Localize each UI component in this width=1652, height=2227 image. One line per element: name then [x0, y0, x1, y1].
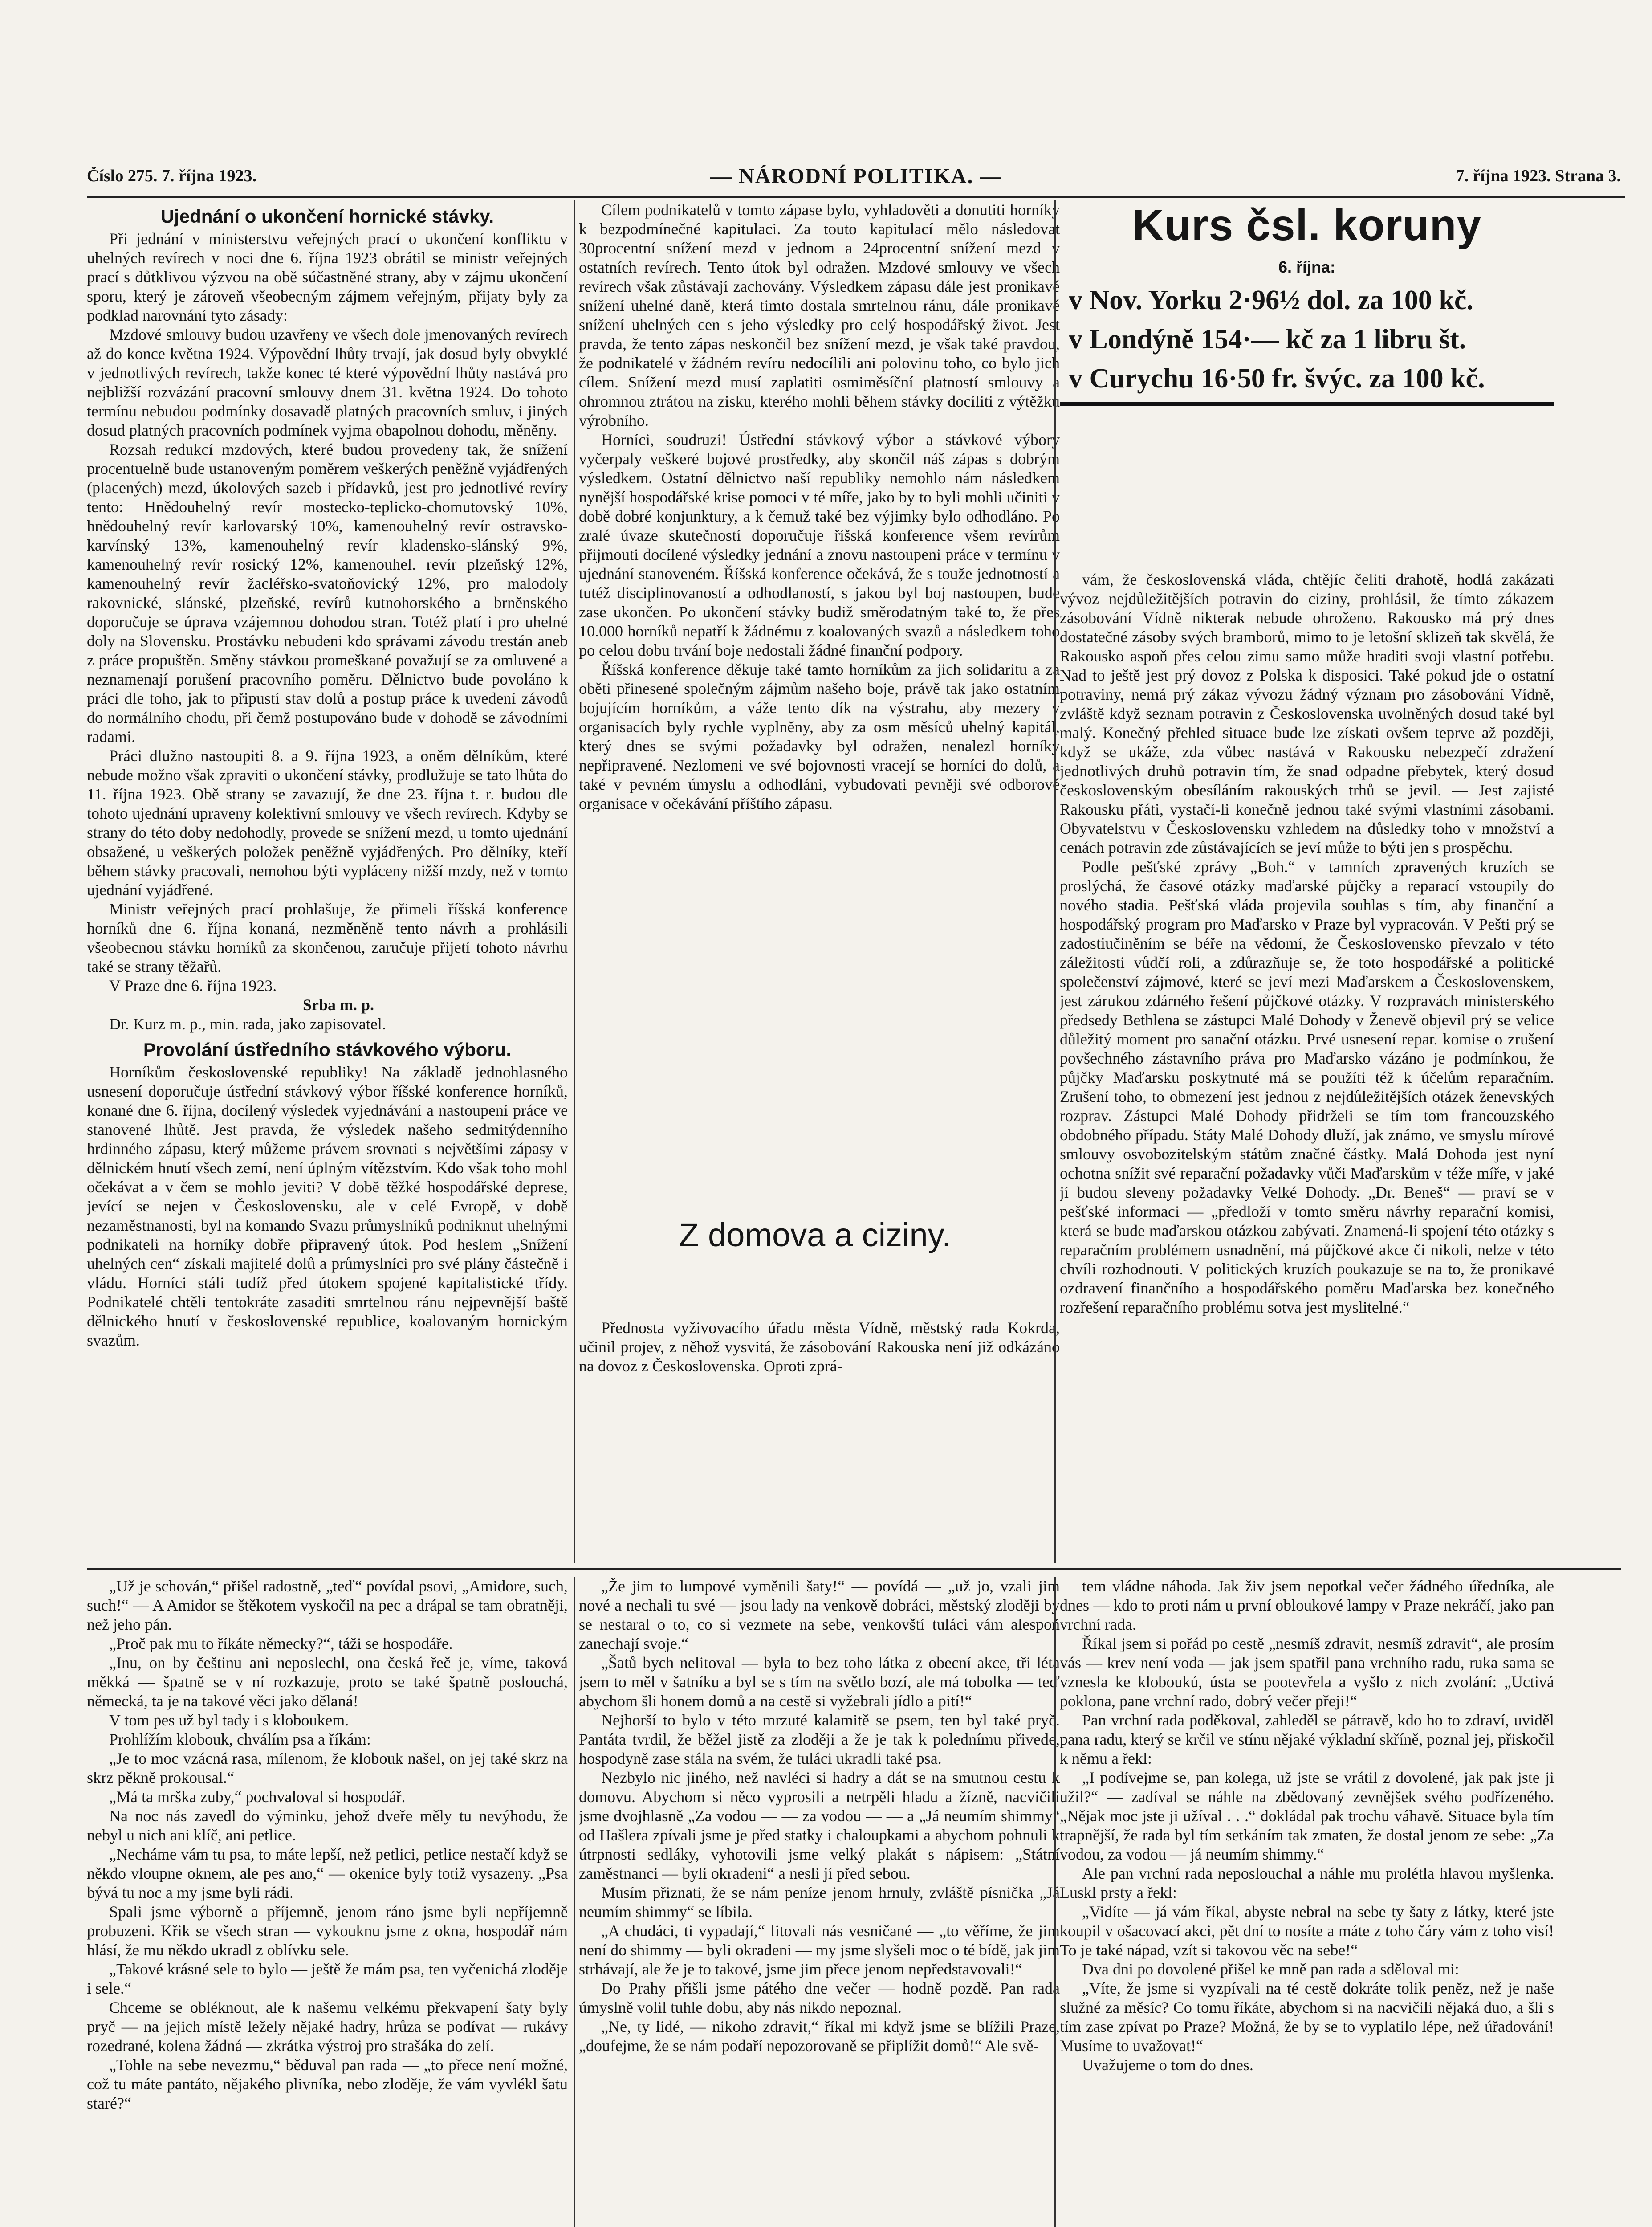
- article-paragraph: Přednosta vyživovacího úřadu města Vídně, městský rada Kokrda, učinil projev, z něhož vysvitá, že zásobování Rakouska není již odkázáno na dovoz z Československa. Oproti zprá-: [579, 1319, 1060, 1375]
- column-3: [1060, 570, 1554, 1608]
- feuilleton-paragraph: Uvažujeme o tom do dnes.: [1082, 2056, 1253, 2074]
- feuilleton-paragraph: Spali jsme výborně a příjemně, jenom ráno jsme byli nepříjemně probuzeni. Křik se všech stran — vykouknu jsme z okna, hospodář nám hlásí, že mu někdo ukradl z oblívku sele.: [87, 1903, 568, 1959]
- column-divider: [1054, 200, 1056, 1563]
- article-paragraph: Podle pešťské zprávy „Boh.“ v tamních zpravených kruzích se proslýchá, že časové otázky maďarské půjčky a reparací vstoupily do nového stadia. Pešťská vláda projevila souhlas s tím, aby finanční a hospodářský program pro Maďarsko v Praze byl vypracován. V Pešti prý se zadostiučiněním se béře na vědomí, že Československo převzalo v této záležitosti vůdčí roli, a zdůrazňuje se, že toto hospodářské a politické společenství zájmové, které se jeví mezi Maďarskem a Československem, jest zárukou zdárného řešení půjčkové otázky. V rozpravách ministerského předsedy Bethlena se zástupci Malé Dohody v Ženevě objevil prý se velice důležitý moment pro sanační otázku. Prvé usnesení repar. komise o zrušení povšechného zástavního práva pro Maďarsko vázáno je podmínkou, že půjčky Maďarsku poskytnuté má se použíti též k účelům reparačním. Zrušení toho, to obmezení jest jednou z nejdůležitějších otázek ženevských rozprav. Zástupci Malé Dohody přidrželi se tím tom francouzského obdobného případu. Státy Malé Dohody dluží, jak známo, ve smyslu mírové smlouvy osvobozitelským státům značné částky. Malá Dohoda jest nyní ochotna snížit své reparační požadavky vůči Maďarskům v téže míře, v jaké jí budou sleveny požadavky Velké Dohody. „Dr. Beneš“ — praví se v pešťské informaci — „předloží v tomto směru návrhy reparační komisi, která se bude maďarskou otázkou zabývati. Znamená-li spojení této otázky s reparačním problémem usnadnění, má půjčkové akce či nikoli, nelze v této chvíli rozhodnouti. V politických kruzích poukazuje se na to, že pronikavé ozdravení finančního a hospodářského poměru Maďarska bez konečného rozřešení reparačního problému sotva jest myslitelné.“: [1060, 858, 1554, 1316]
- article-dateline: V Praze dne 6. října 1923.: [109, 977, 277, 995]
- newspaper-title: — NÁRODNÍ POLITIKA. —: [710, 164, 1002, 188]
- feuilleton-paragraph: „Takové krásné sele to bylo — ještě že mám psa, ten vyčenichá zloděje i sele.“: [87, 1960, 568, 1997]
- article-paragraph: vám, že československá vláda, chtějíc čeliti drahotě, hodlá zakázati vývoz nejdůležitějších potravin do ciziny, prohlásil, že tímto zákazem zásobování Vídně nikterak nebude ohroženo. Rakousko má prý dnes dostatečné zásoby svých bramborů, mimo to je letošní sklizeň tak skvělá, že Rakousko aspoň přes celou zimu samo může hraditi svoji vlastní potřebu. Nad to ještě jest prý dovoz z Polska k disposici. Také pokud jde o ostatní potraviny, nemá prý zákaz vývozu žádný význam pro zásobování Vídně, zvláště když seznam potravin z Československa uvolněných dosud také byl malý. Konečný přehled situace bude lze získati ovšem teprve až později, když se ukáže, zda vůbec nastává v Rakousku nebezpečí zdražení jednotlivých druhů potravin tím, že snad odpadne přebytek, který dosud československým obesíláním rakouských trhů se jevil. — Jest zajisté Rakousku přáti, vystačí-li konečně jednou také svými vlastními zásobami. Obyvatelstvu v Československu vzhledem na důsledky toho v množství a cenách potravin zde zůstávajících se jeví může to býti jen s prospěchu.: [1060, 571, 1554, 857]
- column-divider: [574, 200, 575, 1563]
- currency-date: 6. října:: [1278, 258, 1336, 276]
- column-2-bottom: [579, 1318, 1060, 1559]
- currency-row: v Curychu 16·50 fr. švýc. za 100 kč.: [1069, 363, 1485, 394]
- issue-info: Číslo 275. 7. října 1923.: [87, 167, 257, 185]
- article-title-provolani: Provolání ústředního stávkového výboru.: [143, 1039, 512, 1060]
- feuilleton-rule: [87, 1568, 1621, 1570]
- column-divider: [1054, 1577, 1056, 2227]
- feuilleton-paragraph: Dva dni po dovolené přišel ke mně pan rada a sděloval mi:: [1082, 1960, 1459, 1978]
- article-signature: Dr. Kurz m. p., min. rada, jako zapisovatel.: [109, 1015, 386, 1033]
- feuilleton-paragraph: „Necháme vám tu psa, to máte lepší, než petlici, petlice nestačí když se někdo vloupne oknem, ale pes ano,“ — okenice byly totiž vysazeny. „Psa bývá tu noc a my jsme byli rádi.: [87, 1845, 568, 1901]
- feuilleton-paragraph: Chceme se obléknout, ale k našemu velkému překvapení šaty byly pryč — na jejich místě ležely nějaké hadry, hrůza se podívat — rukávy rozedrané, kolena žádná — zkrátka výstroj pro strašáka do zelí.: [87, 1999, 568, 2055]
- article-paragraph: Cílem podnikatelů v tomto zápase bylo, vyhladověti a donutiti horníky k bezpodmínečné kapitulaci. Za touto kapitulací mělo následovat 30procentní snížení mezd v jednom a 24procentní snížení mezd v ostatních revírech. Tento útok byl odražen. Mzdové smlouvy ve všech revírech však zůstávají zachovány. Výsledkem zápasu dále jest pronikavé snížení uhelné daně, která timto dostala smrtelnou ránu, dále pronikavé snížení uhelných cen s jeho výsledky pro celý hospodářský život. Jest pravda, že tento zápas neskončil bez snížení mezd, je však také pravdou, že podnikatelé v žádném revíru nedocílili ani polovinu toho, co bylo jich cílem. Snížení mezd musí zaplatiti osmiměsíční platností smlouvy a ohromnou ztrátou na zisku, kterého mohli během stávky docíliti z výtěžku výrobního.: [579, 201, 1060, 429]
- feuilleton-paragraph: „Proč pak mu to říkáte německy?“, táži se hospodáře.: [109, 1635, 453, 1652]
- article-paragraph: Ministr veřejných prací prohlašuje, že přimeli říšská konference horníků dne 6. října konaná, nezměněně tento návrh a prohlásili všeobecnou stávku horníků za skončenou, zaručuje přijetí tohoto návrhu také se strany těžařů.: [87, 900, 568, 975]
- feuilleton-paragraph: Prohlížím klobouk, chválím psa a říkám:: [109, 1730, 371, 1748]
- feuilleton-column-3: [1060, 1577, 1554, 2227]
- article-paragraph: Mzdové smlouvy budou uzavřeny ve všech dole jmenovaných revírech až do konce května 1924. Výpovědní lhůty trvají, jak dosud byly obvyklé v jednotlivých revírech, takže konec té které výpovědní lhůty nastává pro nejbližší rozvázání pracovní smlouvy dnem 31. května 1924. Do tohoto termínu nebudou podmínky dosavadě platných pracovních smluv, i jiných dosud platných pracovních podmínek vyjma obapolnou dohodu, měněny.: [87, 326, 568, 439]
- currency-box: [1060, 196, 1554, 566]
- feuilleton-paragraph: Do Prahy přišli jsme pátého dne večer — hodně pozdě. Pan rada úmyslně volil tuhle dobu, aby nás nikdo nepoznal.: [579, 1979, 1060, 2016]
- feuilleton-column-2: [579, 1577, 1060, 2227]
- currency-row: v Nov. Yorku 2·96½ dol. za 100 kč.: [1069, 285, 1473, 315]
- feuilleton-paragraph: „A chudáci, ti vypadají,“ litovali nás vesničané — „to věříme, že jim není do shimmy — byli okradeni — my jsme slyšeli moc o té bídě, jak jim strhávají, ale že je to takové, jsme jim přece jenom nepředstavovali!“: [579, 1922, 1060, 1978]
- article-paragraph: Říšská konference děkuje také tamto horníkům za jich solidaritu a za oběti přinesené společným zájmům našeho boje, právě tak jako ostatním bojujícím horníkům, a váže tento dík na výstrahu, aby mezery v organisacích byly rychle vyplněny, aby za osm měsíců uhelný kapitál, který dnes se svými požadavky byl odražen, nenalezl horníky nepřipravené. Nezlomeni ve své bojovnosti vracejí se horníci do dolů, a také v pevném úmyslu a odhodláni, vybudovati pevněji své odborové organisace v očekávání příštího zápasu.: [579, 661, 1060, 812]
- feuilleton-paragraph: V tom pes už byl tady i s kloboukem.: [109, 1711, 349, 1729]
- feuilleton-paragraph: Říkal jsem si pořád po cestě „nesmíš zdravit, nesmíš zdravit“, ale prosím vás — krev není voda — jak jsem spatřil pana vrchního radu, ruka sama se vznesla ke kloboukú, ústa se pootevřela a vyšlo z nich zvolání: „Uctivá poklona, pane vrchní rado, dobrý večer přeji!“: [1060, 1635, 1554, 1710]
- date-page-info: 7. října 1923. Strana 3.: [1456, 167, 1621, 185]
- feuilleton-paragraph: tem vládne náhoda. Jak živ jsem nepotkal večer žádného úředníka, ale dnes — kdo to proti nám u první obloukové lampy v Praze nekráčí, jako pan vrchní rada.: [1060, 1577, 1554, 1633]
- feuilleton-paragraph: „Už je schován,“ přišel radostně, „teď“ povídal psovi, „Amidore, such, such!“ — A Amidor se štěkotem vyskočil na pec a drápal se tam obratněji, než jeho pán.: [87, 1577, 568, 1633]
- column-2: [579, 200, 1060, 1162]
- currency-rule: [1060, 402, 1554, 406]
- feuilleton-paragraph: „Má ta mrška zuby,“ pochvaloval si hospodář.: [109, 1788, 406, 1806]
- currency-row: v Londýně 154·— kč za 1 libru št.: [1069, 324, 1466, 355]
- feuilleton-paragraph: „Víte, že jsme si vyzpívali na té cestě dokráte tolik peněz, než je naše služné za měsíc? Co tomu říkáte, abychom si na nacvičili nějaká duo, a šli s tím zase zpívat po Praze? Možná, že by se to vyplatilo lépe, než úřadování! Musíme to uvažovat!“: [1060, 1979, 1554, 2055]
- article-paragraph: Horníkům československé republiky! Na základě jednohlasného usnesení doporučuje ústřední stávkový výbor říšské konference horníků, konané dne 6. října, docílený výsledek vyjednávání a nastoupení práce ve stanovené lhůtě. Jest pravda, že výsledek našeho sedmitýdenního hrdinného zápasu, který můžeme právem srovnati s největšími zápasy v dělnickém hnutí všech zemí, není úplným vítězstvím. Kdo však toho mohl očekávat a v čem se mohlo jeviti? V době těžké hospodářské deprese, jevící se nejen v Československu, ale v celé Evropě, v době nezaměstnanosti, byl na komando Svazu průmyslníků podniknut uhelnými podnikateli na horníky dobře připravený útok. Pod heslem „Snížení uhelných cen“ získali majitelé dolů a průmyslníci pro své plány částečně i vládu. Horníci stáli tudíž před útokem spojené kapitalistické třídy. Podnikatelé chtěli tentokráte zasaditi smrtelnou ránu nejpevnější baště dělnického hnutí v československé republice, koalovaným hornickým svazům.: [87, 1063, 568, 1349]
- section-title: Z domova a ciziny.: [679, 1216, 951, 1253]
- feuilleton-paragraph: Ale pan vrchní rada neposlouchal a náhle mu prolétla hlavou myšlenka. Luskl prsty a řekl:: [1060, 1864, 1554, 1901]
- masthead: [87, 156, 1621, 196]
- feuilleton-paragraph: „Vidíte — já vám říkal, abyste nebral na sebe ty šaty z látky, které jste koupil v ošacovací akci, pět dní to nosíte a máte z toho čáry vám z toho visí! To je také nápad, vzít si takovou věc na sebe!“: [1060, 1903, 1554, 1959]
- feuilleton-paragraph: „Je to moc vzácná rasa, mílenom, že klobouk našel, on jej také skrz na skrz pěkně prokousal.“: [87, 1750, 568, 1786]
- feuilleton-paragraph: „Tohle na sebe nevezmu,“ běduval pan rada — „to přece není možné, což tu máte pantáto, nějakého plivníka, nebo zloděje, že vám vyvlékl šatu staré?“: [87, 2056, 568, 2112]
- section-heading-domova: [579, 1216, 1051, 1327]
- feuilleton-paragraph: „I podívejme se, pan kolega, už jste se vrátil z dovolené, jak pak jste ji užil?“ — zadíval se náhle na zbědovaný zevnějšek svého podřízeného. „Nějak moc jste ji užíval . . .“ dokládal pak trochu váhavě. Situace byla tím trapnější, že rada byl tím setkáním tak zmaten, že dostal jenom ze sebe: „Za vodou, za vodou — já neumím shimmy.“: [1060, 1769, 1554, 1863]
- feuilleton-paragraph: Pan vrchní rada poděkoval, zahleděl se pátravě, kdo ho to zdraví, uviděl pana radu, který se krčil ve stínu nějaké výkladní skříně, poznal jej, přiskočil k němu a řekl:: [1060, 1711, 1554, 1767]
- feuilleton-paragraph: Musím přiznati, že se nám peníze jenom hrnuly, zvláště písnička „Já neumím shimmy“ se líbila.: [579, 1884, 1060, 1921]
- feuilleton-paragraph: Nezbylo nic jiného, než navléci si hadry a dát se na smutnou cestu k domovu. Abychom si něco vyprosili a netrpěli hladu a žízně, nacvičili jsme dvojhlasně „Za vodou — — za vodou — — a „Já neumím shimmy“ od Hašlera zpívali jsme je před statky i chaloupkami a abychom pohnuli k útrpnosti sedláky, vyhotovili jsme velký plakát s nápisem: „Státní zaměstnanci — byli okradeni“ a nesli jí před sebou.: [579, 1769, 1060, 1882]
- feuilleton-paragraph: „Šatů bych nelitoval — byla to bez toho látka z obecní akce, tři léta jsem to měl v šatníku a byl se s tím na světlo bozí, ale má tobolka — teď abychom šli honem domů a na cestě si vyžebrali jídlo a pití!“: [579, 1654, 1060, 1710]
- feuilleton-paragraph: „Že jim to lumpové vyměnili šaty!“ — povídá — „už jo, vzali jim nové a nechali tu své — jsou lady na venkově dobráci, městský zloději by se nestaral o to, co si vezmete na sebe, venkovští tuláci vám alespoň zanechají svoje.“: [579, 1577, 1060, 1652]
- feuilleton-column-1: [87, 1577, 568, 2227]
- feuilleton-paragraph: „Inu, on by češtinu ani neposlechl, ona česká řeč je, víme, taková měkká — špatně se v ní rozkazuje, proto se také špatně poslouchá, německá, ta je na takové věci jako dělaná!: [87, 1654, 568, 1710]
- article-title-stavka: Ujednání o ukončení hornické stávky.: [160, 206, 494, 227]
- article-paragraph: Při jednání v ministerstvu veřejných prací o ukončení konfliktu v uhelných revírech v noci dne 6. října 1923 obrátil se ministr veřejných prací s důtklivou výzvou na obě súčastněné strany, aby v zájmu ukončení sporu, který je zároveň všeobecným zájmem veřejným, přijaty byly za podklad narovnání tyto zásady:: [87, 230, 568, 324]
- currency-title: Kurs čsl. koruny: [1132, 200, 1481, 249]
- article-signature: Srba m. p.: [302, 996, 374, 1014]
- column-divider: [574, 1577, 575, 2227]
- column-1: [87, 200, 568, 1550]
- feuilleton-paragraph: „Ne, ty lidé, — nikoho zdravit,“ říkal mi když jsme se blížili Praze, „doufejme, že se nám podaří nepozorovaně se připlížit domů!“ Ale svě-: [579, 2018, 1060, 2055]
- feuilleton-paragraph: Na noc nás zavedl do výminku, jehož dveře měly tu nevýhodu, že nebyl u nich ani klíč, ani petlice.: [87, 1807, 568, 1844]
- article-paragraph: Horníci, soudruzi! Ústřední stávkový výbor a stávkové výbory vyčerpaly veškeré bojové prostředky, aby skončil náš zápas s dobrým výsledkem. Ostatní dělnictvo naší republiky nemohlo nám následkem nynější hospodářské krise pomoci v té míře, jako by to byli mohli učiniti v době dobré konjunktury, a k čemuž také bez výjimky bylo odhodláno. Po zralé úvaze skutečností doporučuje říšská konference všem revírům přijmouti docílené výsledky jednání a znovu nastoupeni práce v termínu v ujednání stanoveném. Říšská konference očekává, že s touže jednotností a tutéž disciplinovaností a odhodlaností, s jakou byl boj nastoupen, bude zase ukončen. Po ukončení stávky budiž směrodatným také to, že přes 10.000 horníků nepatří k žádnému z koalovaných svazů a následkem toho po celou dobu trvání boje nedostali žádné finanční podpory.: [579, 431, 1060, 659]
- feuilleton-paragraph: Nejhorší to bylo v této mrzuté kalamitě se psem, ten byl také pryč. Pantáta tvrdil, že běžel jistě za zloději a že je tak k polednímu přivede, hospodyně zase stála na svém, že tuláci ukradli také psa.: [579, 1711, 1060, 1767]
- article-paragraph: Práci dlužno nastoupiti 8. a 9. října 1923, a oněm dělníkům, které nebude možno však zpraviti o ukončení stávky, prodlužuje se tato lhůta do 11. října 1923. Obě strany se zavazují, že dne 23. října t. r. budou dle tohoto ujednání upraveny kolektivní smlouvy ve všech revírech. Kdyby se strany do této doby nedohodly, provede se snížení mezd, u tomto ujednání obsažené, u veškerých položek peněžně vyjádřených. Pro dělníky, kteří během stávky pracovali, nemohou býti vypláceny nižší mzdy, než v tomto ujednání vyjádřené.: [87, 747, 568, 899]
- article-paragraph: Rozsah redukcí mzdových, které budou provedeny tak, že snížení procentuelně bude ustanoveným poměrem veškerých peněžně vyjádřených (placených) mezd, úkolových sazeb i přídavků, jest pro jednotlivé revíry tento: Hnědouhelný revír mostecko-teplicko-chomutovský 10%, hnědouhelný revír karlovarský 10%, kamenouhelný revír ostravsko-karvínský 13%, kamenouhelný revír kladensko-slánský 9%, kamenouhelný revír rosický 12%, kamenouhel. revír plzeňský 12%, kamenouhelný revír žacléřsko-svatoňovický 12%, pro malodoly rakovnické, slánské, plzeňské, revírů kutnohorského a brněnského doporučuje se úprava vzájemnou dohodou stran. Totéž platí i pro uhelné doly na Slovensku. Prostávku nebudeni kdo správami závodu trestán aneb z práce propuštěn. Směny stávkou promeškané považují se za omluvené a neznamenají porušení pracovního poměru. Dělnictvo bude povoláno k práci dle toho, jak to připustí stav dolů a postup práce k uvedení závodů do normálního chodu, při čemž postupováno bude v dohodě se závodními radami.: [87, 441, 568, 746]
